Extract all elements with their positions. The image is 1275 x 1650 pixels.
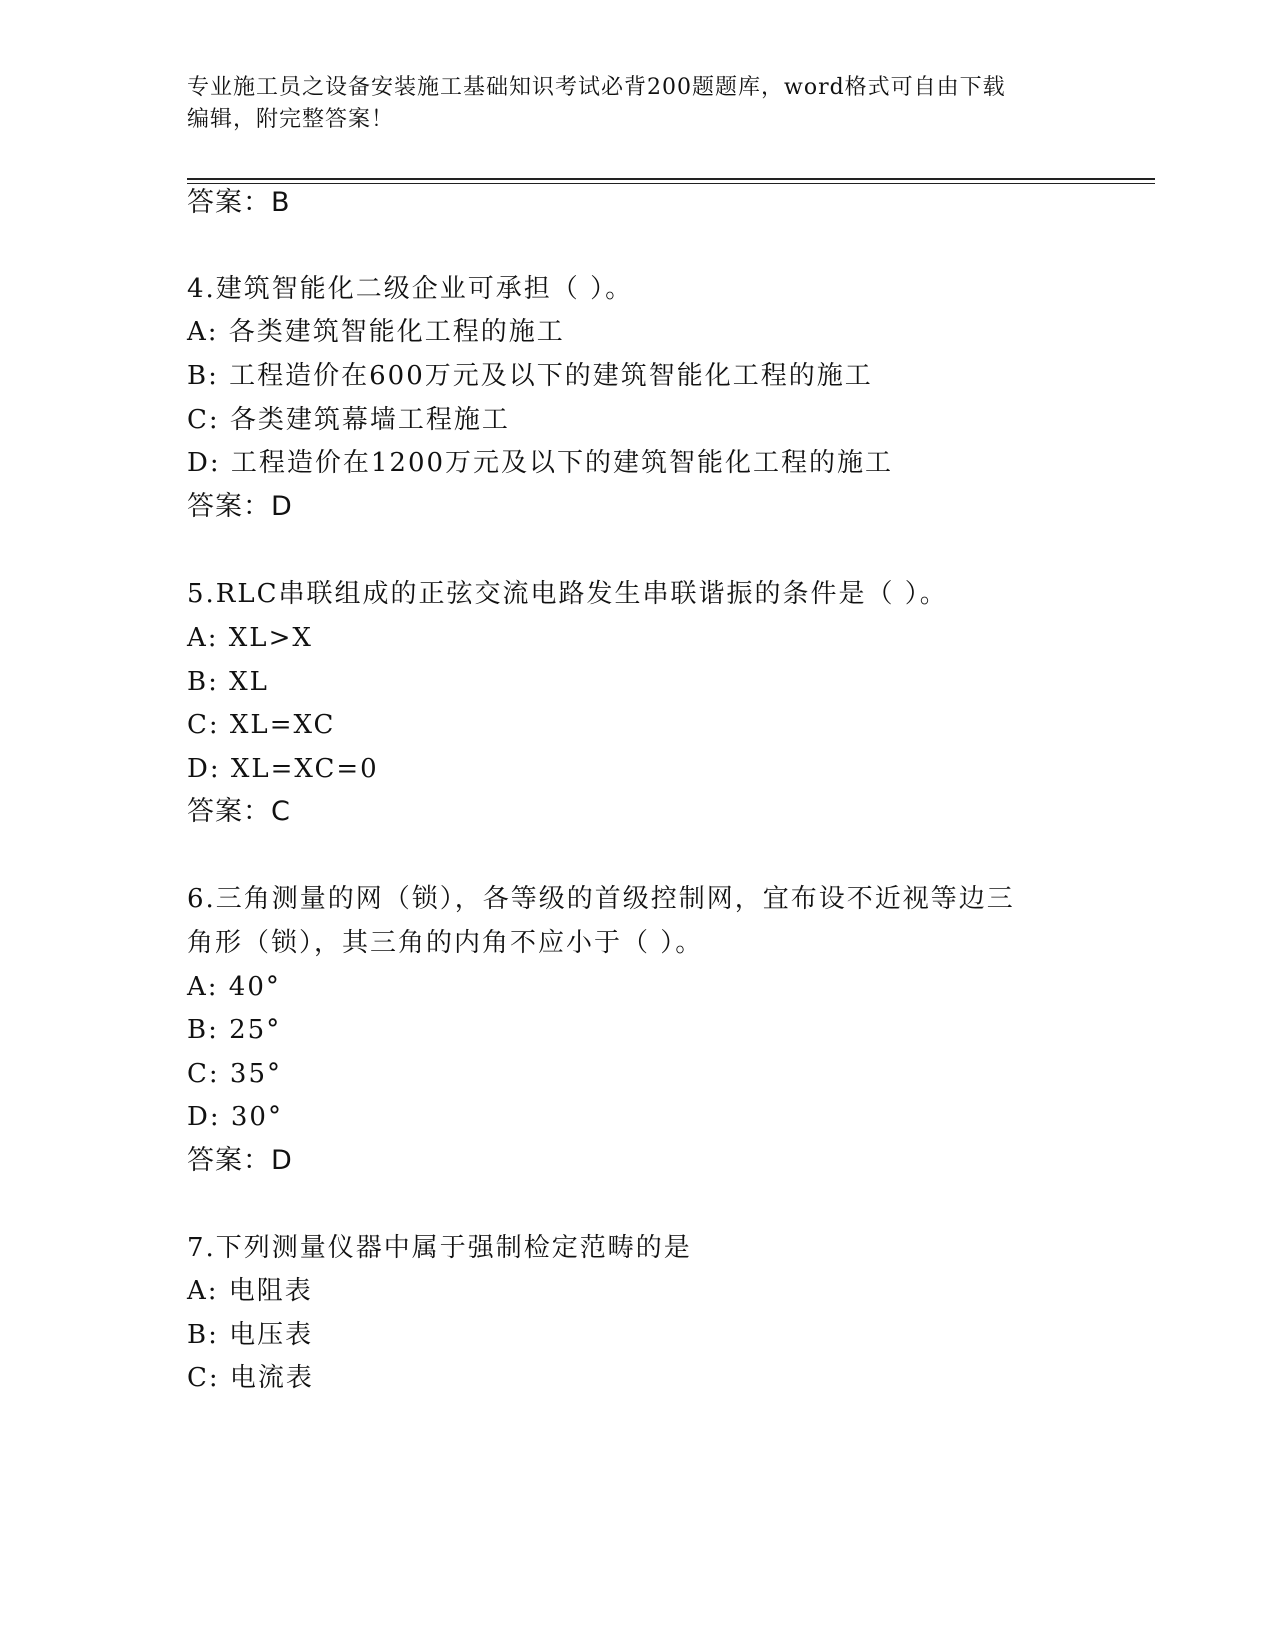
option-a: A: 40° bbox=[187, 972, 281, 1002]
answer-label: 答案：D bbox=[187, 491, 293, 522]
header-rule-thin bbox=[187, 183, 1155, 184]
option-d: D: 30° bbox=[187, 1102, 283, 1132]
option-b: B: 25° bbox=[187, 1015, 282, 1045]
option-c: C: 各类建筑幕墙工程施工 bbox=[187, 405, 510, 435]
header-line-1: 专业施工员之设备安装施工基础知识考试必背200题题库，word格式可自由下载 bbox=[187, 75, 1006, 100]
answer-label: 答案：B bbox=[187, 187, 291, 218]
answer-label: 答案：D bbox=[187, 1145, 293, 1176]
option-c: C: 35° bbox=[187, 1059, 283, 1089]
option-c: C: 电流表 bbox=[187, 1363, 314, 1393]
option-b: B: XL bbox=[187, 667, 269, 697]
answer-label: 答案：C bbox=[187, 796, 291, 827]
option-d: D: 工程造价在1200万元及以下的建筑智能化工程的施工 bbox=[187, 448, 894, 478]
header-line-2: 编辑，附完整答案！ bbox=[187, 107, 395, 132]
question-stem: 6.三角测量的网（锁），各等级的首级控制网，宜布设不近视等边三 bbox=[187, 884, 1015, 914]
option-a: A: XL>X bbox=[187, 623, 313, 653]
option-d: D: XL=XC=0 bbox=[187, 754, 379, 784]
question-stem: 7.下列测量仪器中属于强制检定范畴的是 bbox=[187, 1233, 692, 1263]
question-stem: 4.建筑智能化二级企业可承担（ ）。 bbox=[187, 274, 634, 304]
option-b: B: 工程造价在600万元及以下的建筑智能化工程的施工 bbox=[187, 361, 873, 391]
header-rule bbox=[187, 178, 1155, 180]
option-c: C: XL=XC bbox=[187, 710, 336, 740]
option-a: A: 各类建筑智能化工程的施工 bbox=[187, 317, 565, 347]
option-b: B: 电压表 bbox=[187, 1320, 314, 1350]
document-header bbox=[187, 72, 1067, 136]
question-stem: 5.RLC串联组成的正弦交流电路发生串联谐振的条件是（ ）。 bbox=[187, 579, 948, 609]
question-stem-cont: 角形（锁），其三角的内角不应小于（ ）。 bbox=[187, 928, 704, 958]
option-a: A: 电阻表 bbox=[187, 1276, 313, 1306]
